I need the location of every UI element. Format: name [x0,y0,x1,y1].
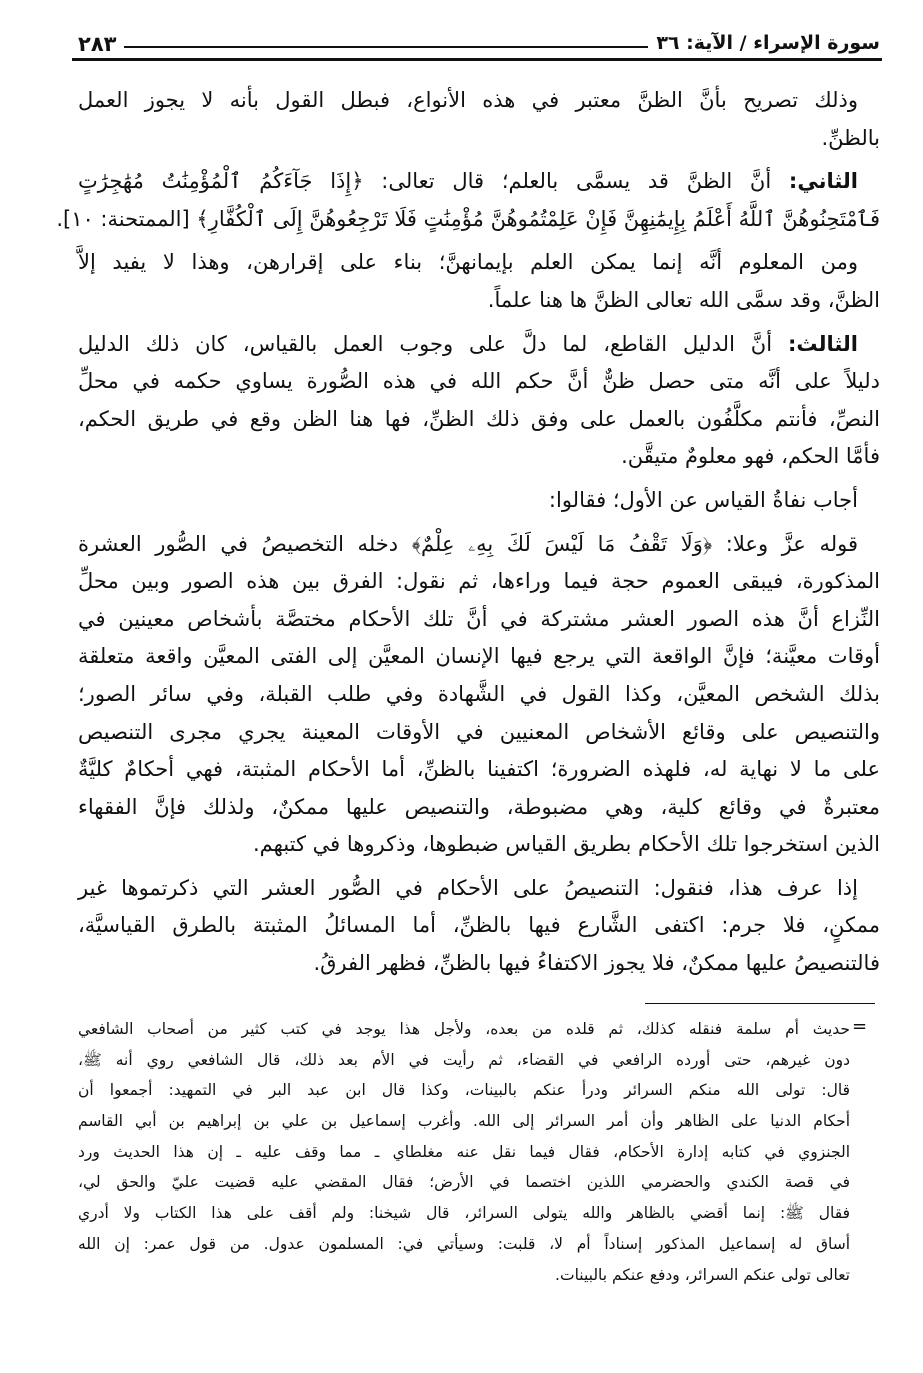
footnote-line: حديث أم سلمة فنقله كذلك، ثم قلده من بعده، ولأجل هذا يوجد في كتب كثير من أصحاب الشافعي [78,1020,850,1038]
text-line [78,120,880,158]
paragraph [56,163,880,238]
line-text: وذلك تصريح بأنَّ الظنَّ معتبر في هذه الأنواع، فبطل القول بأنه لا يجوز العمل [78,88,858,112]
line-text: والتنصيص على وقائع الأشخاص المعنيين في الأوقات المعينة يجري مجرى التنصيص [78,719,880,744]
page-number: ٢٨٣ [78,32,117,56]
paragraph [78,482,880,520]
line-text: أوقات معيَّنة؛ فإنَّ الواقعة التي يرجع فيها الإنسان المعيَّن إلى الفتى المعيَّن واقعة متعلقة [78,644,880,669]
text-line [78,907,880,945]
chapter-verse-title: سورة الإسراء / الآية: ٣٦ [656,32,880,54]
footnote-line: أحكام الدنيا على الظاهر وأن أمر السرائر إلى الله. وأغرب إسماعيل بن علي بن إبراهيم بن أبي القاسم [78,1112,850,1131]
footnote-line: قال: تولى الله منكم السرائر ودرأ عنكم بالبينات، وكذا قال ابن عبد البر في التمهيد: أجمعوا أن [78,1081,850,1100]
line-text: قوله عزَّ وعلا: ﴿وَلَا تَقْفُ مَا لَيْسَ لَكَ بِهِۦ عِلْمٌ﴾ دخله التخصيصُ في الصُّور العشرة [78,531,858,556]
line-text: ممكنٍ، فلا جرم: اكتفى الشَّارع فيها بالظنِّ، أما المسائلُ المثبتة بالطرق القياسيَّة، [78,913,880,938]
text-line [78,482,880,520]
line-text: أجاب نفاةُ القياس عن الأول؛ فقالوا: [548,487,858,512]
text-line [78,163,880,201]
paragraph [78,326,880,476]
text-line [78,363,880,401]
text-line [78,438,880,476]
text-line [78,601,880,639]
text-line [78,563,880,601]
text-line [56,201,880,239]
text-line [78,401,880,439]
footnote-separator [645,1003,875,1004]
footnote-line: الجنزوي في كتابه إدارة الأحكام، فقال فيما نقل عنه مغلطاي ـ مما وقف عليه ـ إن هذا الحديث ورد [78,1142,850,1161]
text-line [78,326,880,364]
footnote-line: تعالى تولى عنكم السرائر، ودفع عنكم بالبينات. [555,1265,850,1284]
text-line [78,751,880,789]
line-text: أنَّ الظنَّ قد يسمَّى بالعلم؛ قال تعالى: ﴿إِذَا جَآءَكُمُ ٱلْمُؤْمِنَٰتُ مُهَٰجِرَٰتٍ [78,169,789,194]
line-text: المذكورة، فيبقى العموم حجة فيما وراءها، ثم نقول: الفرق بين هذه الصور وبين محلِّ [78,569,880,594]
text-line [78,826,880,864]
footnotes [78,1014,850,1290]
line-text: إذا عرف هذا، فنقول: التنصيصُ على الأحكام في الصُّور العشر التي ذكرتموها غير [78,875,858,900]
line-text: الظنَّ، وقد سمَّى الله تعالى الظنَّ ها هنا علماً. [487,287,880,312]
footnote-line: دون غيرهم، حتى أورده الرافعي في القضاء، ثم رأيت في الأم بعد ذلك، قال الشافعي روي أنه ﷺ، [78,1050,850,1069]
line-text: بالظنِّ. [821,125,880,150]
footnote-line: فقال ﷺ: إنما أقضي بالظاهر والله يتولى السرائر، قال شيخنا: ولم أقف على هذا الكتاب ولا أدري [78,1204,850,1223]
line-text: النِّزاع أنَّ هذه الصور العشر مشتركة في أنَّ تلك الأحكام مختصَّة بأشخاص معينين في [78,606,880,631]
text-line [78,870,880,908]
line-text: معتبرةٌ في وقائع كلية، وهي مضبوطة، والتنصيص عليها ممكنٌ، ولذلك فإنَّ الفقهاء [78,794,880,819]
text-line [78,282,880,320]
footnote-line: أساق له إسماعيل المذكور إسناداً أم لا، قلبت: وسيأتي في: المسلمون عدول. من قول عمر: إن الله [78,1234,850,1253]
text-line [78,82,880,120]
line-text: فَٱمْتَحِنُوهُنَّ ٱللَّهُ أَعْلَمُ بِإِيمَٰنِهِنَّ فَإِنْ عَلِمْتُمُوهُنَّ مُؤْمِنَٰتٍ فَلَا تَرْجِعُوهُنَّ إِلَى ٱلْكُفَّارِ﴾ [الممتحنة: ١٠]. [56,206,880,231]
section-lead: الثالث: [787,331,858,356]
line-text: على ما لا نهاية له، فلهذه الضرورة؛ اكتفينا بالظنِّ، أما الأحكام المثبتة، فهي أحكامٌ كليَّةٌ [78,757,880,782]
line-text: دليلاً على أنَّه متى حصل ظنٌّ أنَّ حكم الله في هذه الصُّورة يساوي حكمه في محلِّ [78,369,880,394]
text-line [78,526,880,564]
text-line [78,638,880,676]
line-text: النصِّ، فأنتم مكلَّفُون بالعمل على وفق ذلك الظنِّ، فها هنا الظن وقع في طريق الحكم، [78,406,880,431]
header-divider [72,58,882,61]
section-lead: الثاني: [788,169,858,194]
main-text [56,82,880,983]
paragraph [78,82,880,157]
header-rule [124,46,648,48]
footnote-line: في قصة الكندي والحضرمي اللذين اختصما في الأرض؛ فقال المقضي عليه قضيت عليّ والحق لي، [78,1173,850,1192]
text-line [78,945,880,983]
line-text: فالتنصيصُ عليها ممكنٌ، فلا يجوز الاكتفاءُ فيها بالظنِّ، فظهر الفرقُ. [313,951,880,976]
paragraph [78,244,880,319]
line-text: الذين استخرجوا تلك الأحكام بطريق القياس ضبطوها، وذكروها في كتبهم. [253,832,880,857]
footnote-continuation-mark: = [852,1016,868,1037]
text-line [78,789,880,827]
line-text: بذلك الشخص المعيَّن، وكذا القول في الشَّهادة وفي طلب القبلة، وفي سائر الصور؛ [78,681,880,706]
line-text: ومن المعلوم أنَّه إنما يمكن العلم بإيمانهنَّ؛ بناء على إقرارهن، وهذا لا يفيد إلاَّ [78,250,858,275]
line-text: أنَّ الدليل القاطع، لما دلَّ على وجوب العمل بالقياس، كان ذلك الدليل [78,331,788,356]
paragraph [78,870,880,983]
text-line [78,676,880,714]
line-text: فأمَّا الحكم، فهو معلومٌ متيقَّن. [621,444,880,469]
running-header [78,22,880,56]
text-line [78,244,880,282]
paragraph [78,526,880,864]
text-line [78,714,880,752]
